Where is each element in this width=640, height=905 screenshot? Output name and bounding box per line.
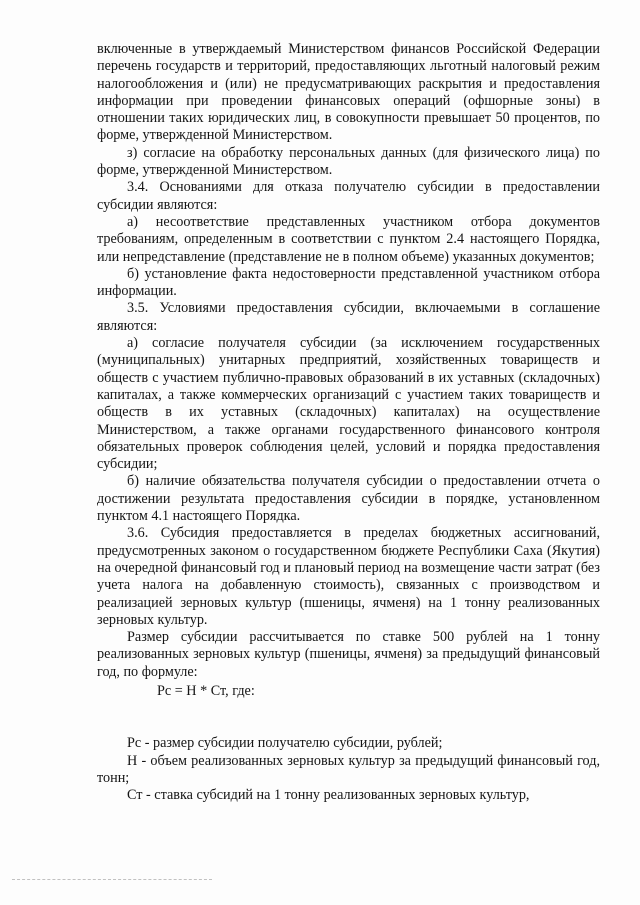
paragraph-3-5-a: а) согласие получателя субсидии (за исключением государственных (муниципальных) унитарных предприятий, хозяйственных товариществ и обществ с участием публично-правовых образований в их уставных (складочных) капиталах, а также коммерческих организаций с участием таких товариществ и обществ в их уставных (складочных) капиталах) на осуществление Министерством, а также органами государственного финансового контроля обязательных проверок соблюдения целей, условий и порядка предоставления субсидии; (97, 335, 600, 473)
subsidy-formula: Рс = Н * Ст, где: (157, 682, 255, 699)
paragraph-offshore-clause: включенные в утверждаемый Министерством финансов Российской Федерации перечень государств и территорий, предоставляющих льготный налоговый режим налогообложения и (или) не предусматривающих раскрытия и предоставления информации при проведении финансовых операций (офшорные зоны) в отношении таких юридических лиц, в совокупности превышает 50 процентов, по форме, утвержденной Министерством. (97, 41, 600, 144)
paragraph-3-5-b: б) наличие обязательства получателя субсидии о предоставлении отчета о достижении результата предоставления субсидии в порядке, установленном пунктом 4.1 настоящего Порядка. (97, 473, 600, 525)
document-body (97, 41, 600, 804)
definition-st: Ст - ставка субсидий на 1 тонну реализованных зерновых культур, (127, 787, 530, 804)
paragraph-3-6-subsidy: 3.6. Субсидия предоставляется в пределах бюджетных ассигнований, предусмотренных законом о государственном бюджете Республики Саха (Якутия) на очередной финансовый год и плановый период на возмещение части затрат (без учета налога на добавленную стоимость), связанных с производством и реализацией зерновых культур (пшеницы, ячменя) на 1 тонну реализованных зерновых культур. (97, 525, 600, 628)
paragraph-3-5-conditions: 3.5. Условиями предоставления субсидии, включаемыми в соглашение являются: (97, 300, 600, 334)
paragraph-3-4-a: а) несоответствие представленных участником отбора документов требованиям, определенным в соответствии с пунктом 2.4 настоящего Порядка, или непредставление (представление не в полном объеме) указанных документов; (97, 213, 600, 265)
definition-n: Н - объем реализованных зерновых культур за предыдущий финансовый год, тонн; (97, 752, 600, 786)
paragraph-personal-data-consent: з) согласие на обработку персональных данных (для физического лица) по форме, утвержденной Министерством. (97, 144, 600, 179)
definition-rc: Рс - размер субсидии получателю субсидии, рублей; (127, 735, 443, 752)
paragraph-3-4-b: б) установление факта недостоверности представленной участником отбора информации. (97, 265, 600, 300)
paragraph-subsidy-rate: Размер субсидии рассчитывается по ставке 500 рублей на 1 тонну реализованных зерновых культур (пшеницы, ячменя) за предыдущий финансовый год, по формуле: (97, 629, 600, 680)
footer-scan-rule (12, 879, 212, 880)
paragraph-3-4-refusal-grounds: 3.4. Основаниями для отказа получателю субсидии в предоставлении субсидии являются: (97, 179, 600, 213)
